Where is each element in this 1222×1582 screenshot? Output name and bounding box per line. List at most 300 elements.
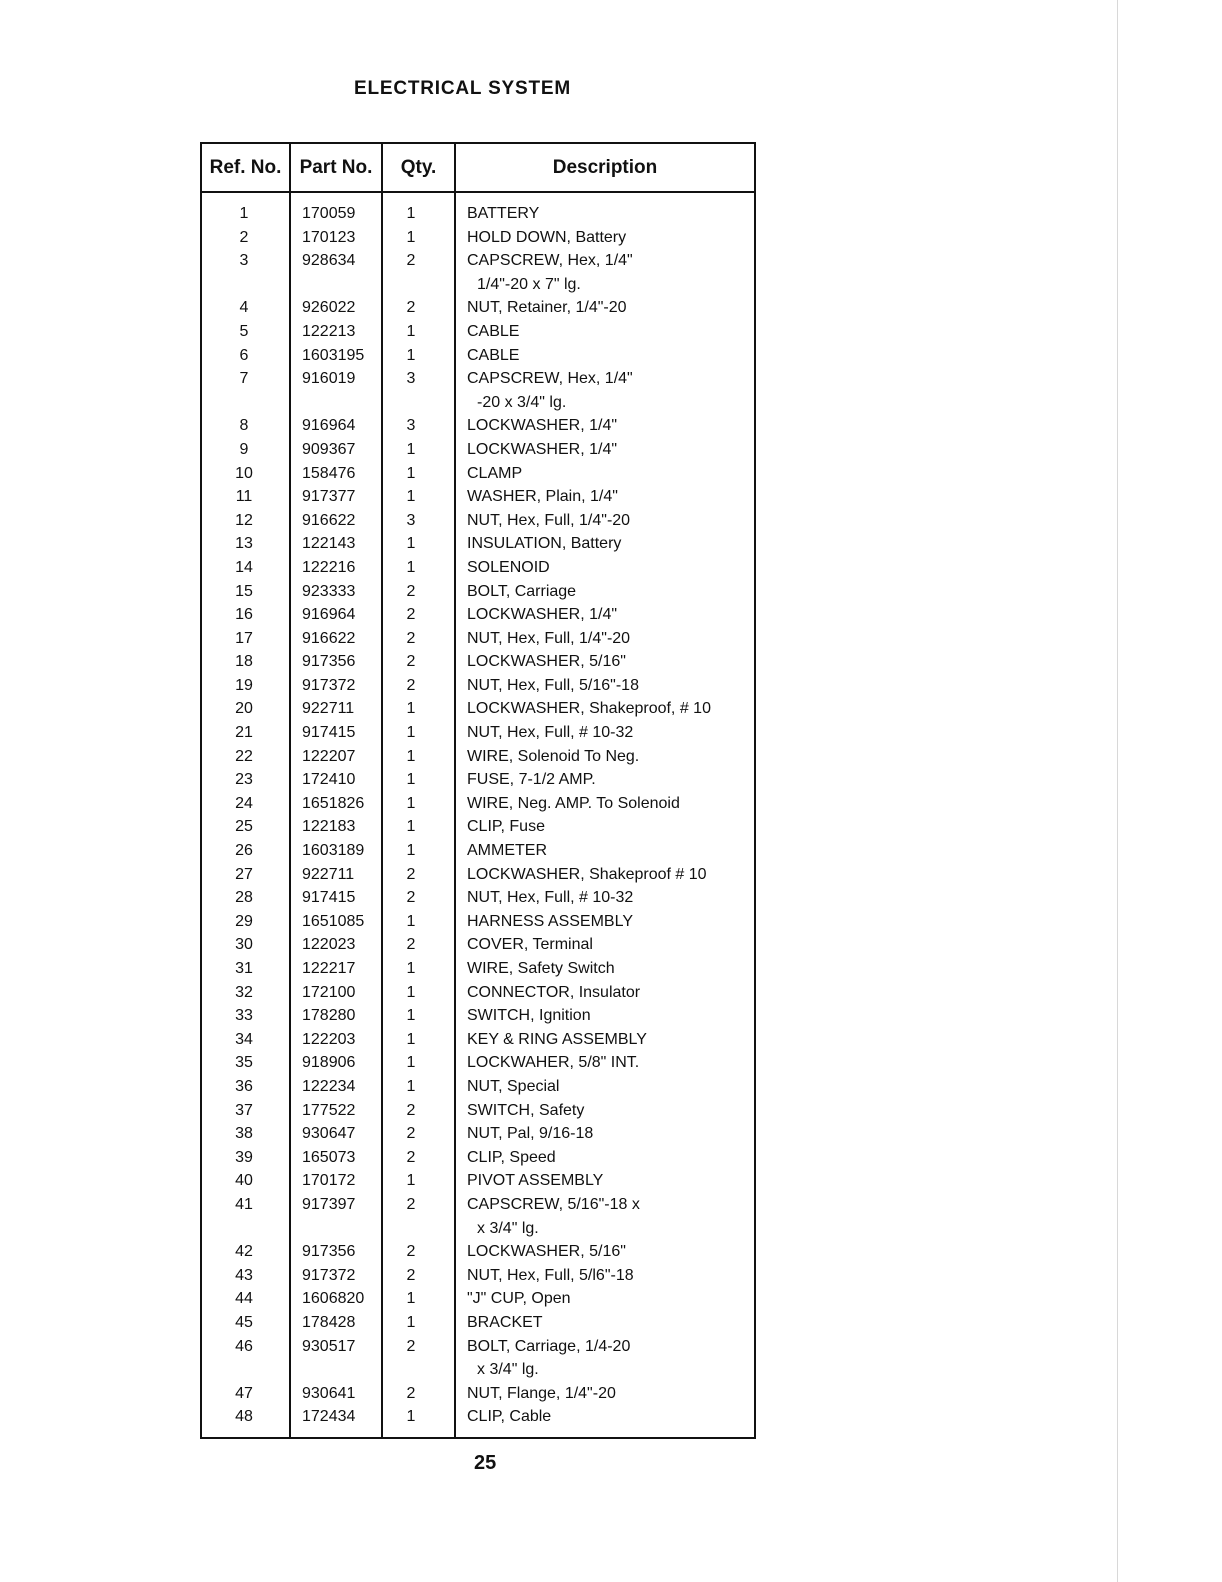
part-no: 917372 [302, 676, 356, 694]
header-description: Description [552, 157, 658, 178]
table-row [202, 202, 754, 226]
description [467, 933, 593, 957]
description [467, 745, 639, 769]
ref-no: 28 [235, 889, 253, 907]
description-line: BOLT, Carriage, 1/4-20 [467, 1337, 631, 1355]
description [467, 627, 630, 651]
qty: 1 [406, 983, 416, 1001]
ref-no: 32 [235, 983, 253, 1001]
qty: 1 [406, 1054, 416, 1072]
qty: 2 [406, 629, 416, 647]
part-no: 917415 [302, 724, 356, 742]
description-line: NUT, Hex, Full, # 10-32 [467, 889, 634, 907]
description-line-2: -20 x 3/4" lg. [477, 393, 567, 411]
part-no: 916622 [302, 629, 356, 647]
table-row [202, 1240, 754, 1264]
qty: 1 [406, 794, 416, 812]
description [467, 438, 617, 462]
description [467, 792, 680, 816]
qty: 1 [406, 1030, 416, 1048]
table-row [202, 792, 754, 816]
description [467, 462, 522, 486]
description [467, 226, 626, 250]
description [467, 414, 617, 438]
description [467, 296, 627, 320]
qty: 2 [406, 865, 416, 883]
table-row [202, 886, 754, 910]
description [467, 1405, 551, 1429]
header-qty: Qty. [400, 157, 437, 178]
part-no: 172410 [302, 771, 356, 789]
ref-no: 22 [235, 747, 253, 765]
description [467, 1382, 616, 1406]
description [467, 721, 633, 745]
description-line: SWITCH, Ignition [467, 1007, 591, 1025]
ref-no: 6 [239, 346, 249, 364]
qty: 2 [406, 606, 416, 624]
ref-no: 4 [239, 299, 249, 317]
table-row [202, 863, 754, 887]
table-row [202, 462, 754, 486]
description-line-2: 1/4"-20 x 7" lg. [477, 275, 581, 293]
ref-no: 44 [235, 1290, 253, 1308]
ref-no: 38 [235, 1125, 253, 1143]
description [467, 1004, 591, 1028]
table-row [202, 226, 754, 250]
table-row [202, 910, 754, 934]
part-no: 1651085 [302, 912, 365, 930]
table-row [202, 650, 754, 674]
table-row [202, 1004, 754, 1028]
part-no: 909367 [302, 440, 356, 458]
table-row [202, 627, 754, 651]
description-line: NUT, Special [467, 1077, 560, 1095]
part-no: 122207 [302, 747, 356, 765]
ref-no: 29 [235, 912, 253, 930]
description-line: CAPSCREW, Hex, 1/4" [467, 252, 633, 270]
table-row [202, 1051, 754, 1075]
ref-no: 16 [235, 606, 253, 624]
description-line: WIRE, Safety Switch [467, 960, 615, 977]
description-line: SWITCH, Safety [467, 1101, 585, 1119]
description-line: CLIP, Fuse [467, 818, 545, 836]
description-line: HOLD DOWN, Battery [467, 228, 627, 246]
ref-no: 34 [235, 1030, 253, 1048]
table-row [202, 1335, 754, 1382]
ref-no: 36 [235, 1077, 253, 1095]
description-line: CAPSCREW, 5/16"-18 x [467, 1195, 640, 1213]
part-no: 178280 [302, 1007, 356, 1025]
description-line: CLIP, Speed [467, 1148, 556, 1166]
table-row [202, 1028, 754, 1052]
ref-no: 40 [235, 1172, 253, 1190]
part-no: 916019 [302, 370, 356, 388]
ref-no: 46 [235, 1337, 253, 1355]
ref-no: 48 [235, 1408, 253, 1426]
part-no: 122217 [302, 960, 356, 977]
ref-no: 1 [239, 205, 249, 222]
qty: 1 [406, 1408, 416, 1426]
table-row [202, 957, 754, 981]
qty: 2 [406, 1337, 416, 1355]
table-row [202, 1122, 754, 1146]
qty: 1 [406, 205, 416, 222]
table-row [202, 509, 754, 533]
description-line: LOCKWASHER, 5/16" [467, 1243, 626, 1261]
part-no: 122183 [302, 818, 356, 836]
table-row [202, 1287, 754, 1311]
description [467, 1287, 571, 1311]
description [467, 1169, 603, 1193]
table-row [202, 1382, 754, 1406]
description [467, 367, 633, 414]
table-row [202, 815, 754, 839]
part-no: 122203 [302, 1030, 356, 1048]
ref-no: 35 [235, 1054, 253, 1072]
description-line-2: x 3/4" lg. [477, 1361, 539, 1379]
description [467, 603, 617, 627]
qty: 2 [406, 1266, 416, 1284]
table-row [202, 981, 754, 1005]
description-line: LOCKWASHER, Shakeproof, # 10 [467, 700, 711, 718]
description [467, 674, 639, 698]
description-line: CABLE [467, 346, 520, 364]
table-row [202, 745, 754, 769]
table-row [202, 674, 754, 698]
part-no: 928634 [302, 252, 356, 270]
ref-no: 26 [235, 842, 253, 860]
ref-no: 19 [235, 676, 253, 694]
part-no: 122023 [302, 936, 356, 954]
description-line: BATTERY [467, 205, 540, 222]
table-row [202, 1264, 754, 1288]
description-line: LOCKWASHER, 1/4" [467, 606, 618, 624]
ref-no: 12 [235, 511, 253, 529]
description [467, 910, 633, 934]
description [467, 580, 576, 604]
qty: 1 [406, 747, 416, 765]
description-line: NUT, Pal, 9/16-18 [467, 1125, 594, 1143]
qty: 1 [406, 322, 416, 340]
ref-no: 24 [235, 794, 253, 812]
part-no: 930641 [302, 1384, 356, 1402]
description-line: CAPSCREW, Hex, 1/4" [467, 370, 633, 388]
description [467, 839, 547, 863]
table-row [202, 1193, 754, 1240]
table-row [202, 320, 754, 344]
description-line: BOLT, Carriage [467, 582, 577, 600]
ref-no: 11 [235, 488, 253, 506]
qty: 1 [406, 1077, 416, 1095]
table-row [202, 438, 754, 462]
description [467, 815, 545, 839]
qty: 1 [406, 1172, 416, 1190]
ref-no: 2 [239, 228, 249, 246]
ref-no: 47 [235, 1384, 253, 1402]
qty: 1 [406, 818, 416, 836]
table-row [202, 697, 754, 721]
description-line: WIRE, Neg. AMP. To Solenoid [467, 794, 680, 812]
qty: 1 [406, 1290, 416, 1308]
description [467, 957, 615, 981]
ref-no: 37 [235, 1101, 253, 1119]
part-no: 917356 [302, 1243, 356, 1261]
qty: 1 [406, 228, 416, 246]
qty: 2 [406, 676, 416, 694]
ref-no: 14 [235, 558, 253, 576]
part-no: 165073 [302, 1148, 356, 1166]
description-line: NUT, Hex, Full, 5/l6"-18 [467, 1266, 634, 1284]
description-line: SOLENOID [467, 558, 550, 576]
part-no: 170172 [302, 1172, 356, 1190]
description [467, 532, 621, 556]
part-no: 122213 [302, 322, 356, 340]
table-row [202, 485, 754, 509]
table-row [202, 1146, 754, 1170]
description-line: NUT, Hex, Full, 5/16"-18 [467, 676, 639, 694]
ref-no: 20 [235, 700, 253, 718]
description [467, 1028, 647, 1052]
qty: 1 [406, 488, 416, 506]
qty: 3 [406, 511, 416, 529]
description [467, 485, 618, 509]
part-no: 916622 [302, 511, 356, 529]
table-row [202, 1099, 754, 1123]
table-row [202, 768, 754, 792]
table-row [202, 1311, 754, 1335]
qty: 1 [406, 346, 416, 364]
part-no: 158476 [302, 464, 356, 482]
ref-no: 31 [235, 960, 253, 977]
qty: 1 [406, 464, 416, 482]
description-line: NUT, Flange, 1/4"-20 [467, 1384, 616, 1402]
description [467, 1240, 626, 1264]
part-no: 916964 [302, 417, 356, 435]
part-no: 1606820 [302, 1290, 365, 1308]
ref-no: 7 [239, 370, 249, 388]
parts-table [200, 142, 756, 1439]
table-row [202, 1405, 754, 1429]
description-line: BRACKET [467, 1313, 543, 1331]
part-no: 122143 [302, 535, 356, 553]
header-ref-no: Ref. No. [209, 157, 282, 178]
description [467, 1122, 593, 1146]
description-line: WASHER, Plain, 1/4" [467, 488, 618, 506]
description [467, 1264, 634, 1288]
qty: 2 [406, 1384, 416, 1402]
description-line: AMMETER [467, 842, 547, 860]
qty: 2 [406, 252, 416, 270]
qty: 3 [406, 370, 416, 388]
header-divider [202, 191, 754, 193]
part-no: 923333 [302, 582, 356, 600]
part-no: 930517 [302, 1337, 356, 1355]
qty: 1 [406, 440, 416, 458]
page-title: ELECTRICAL SYSTEM [354, 78, 571, 99]
qty: 1 [406, 1313, 416, 1331]
description-line-2: x 3/4" lg. [477, 1219, 539, 1237]
page-edge-line [1117, 0, 1118, 1582]
qty: 1 [406, 771, 416, 789]
part-no: 122216 [302, 558, 356, 576]
description [467, 768, 596, 792]
description-line: INSULATION, Battery [467, 535, 622, 553]
part-no: 917356 [302, 653, 356, 671]
part-no: 172100 [302, 983, 356, 1001]
description [467, 1146, 556, 1170]
part-no: 1651826 [302, 794, 365, 812]
part-no: 918906 [302, 1054, 356, 1072]
qty: 1 [406, 558, 416, 576]
description-line: WIRE, Solenoid To Neg. [467, 747, 640, 765]
description [467, 1075, 559, 1099]
description-line: "J" CUP, Open [467, 1290, 571, 1308]
table-row [202, 344, 754, 368]
qty: 2 [406, 299, 416, 317]
table-row [202, 367, 754, 414]
qty: 3 [406, 417, 416, 435]
description [467, 981, 640, 1005]
table-row [202, 1169, 754, 1193]
part-no: 172434 [302, 1408, 356, 1426]
table-row [202, 249, 754, 296]
ref-no: 18 [235, 653, 253, 671]
ref-no: 45 [235, 1313, 253, 1331]
qty: 1 [406, 535, 416, 553]
part-no: 170059 [302, 205, 356, 222]
table-row [202, 839, 754, 863]
qty: 1 [406, 700, 416, 718]
ref-no: 21 [235, 724, 253, 742]
description [467, 650, 626, 674]
ref-no: 13 [235, 535, 253, 553]
qty: 2 [406, 1195, 416, 1213]
description-line: LOCKWAHER, 5/8" INT. [467, 1054, 640, 1072]
ref-no: 9 [239, 440, 249, 458]
ref-no: 27 [235, 865, 253, 883]
ref-no: 30 [235, 936, 253, 954]
description [467, 1335, 630, 1382]
qty: 2 [406, 1101, 416, 1119]
part-no: 922711 [302, 700, 355, 718]
ref-no: 43 [235, 1266, 253, 1284]
description [467, 249, 633, 296]
ref-no: 3 [239, 252, 249, 270]
description-line: NUT, Hex, Full, 1/4"-20 [467, 629, 631, 647]
description-line: CLAMP [467, 464, 523, 482]
description [467, 344, 519, 368]
description [467, 1051, 639, 1075]
part-no: 917397 [302, 1195, 356, 1213]
qty: 2 [406, 1125, 416, 1143]
description-line: NUT, Hex, Full, # 10-32 [467, 724, 634, 742]
qty: 1 [406, 724, 416, 742]
ref-no: 41 [235, 1195, 253, 1213]
table-row [202, 580, 754, 604]
ref-no: 17 [235, 629, 253, 647]
page-number: 25 [474, 1452, 497, 1474]
description-line: KEY & RING ASSEMBLY [467, 1030, 647, 1048]
table-row [202, 414, 754, 438]
part-no: 930647 [302, 1125, 356, 1143]
header-part-no: Part No. [299, 157, 373, 178]
description-line: HARNESS ASSEMBLY [467, 912, 633, 930]
description [467, 863, 707, 887]
description-line: LOCKWASHER, 5/16" [467, 653, 626, 671]
part-no: 178428 [302, 1313, 356, 1331]
ref-no: 42 [235, 1243, 253, 1261]
ref-no: 8 [239, 417, 249, 435]
description [467, 509, 630, 533]
ref-no: 23 [235, 771, 253, 789]
table-body [202, 202, 754, 1429]
description-line: CLIP, Cable [467, 1408, 552, 1426]
qty: 1 [406, 1007, 416, 1025]
part-no: 170123 [302, 228, 356, 246]
qty: 1 [406, 912, 416, 930]
description-line: COVER, Terminal [467, 936, 593, 954]
ref-no: 10 [235, 464, 253, 482]
description-line: LOCKWASHER, Shakeproof # 10 [467, 865, 707, 883]
part-no: 917415 [302, 889, 356, 907]
part-no: 917372 [302, 1266, 356, 1284]
description [467, 886, 633, 910]
qty: 2 [406, 1148, 416, 1166]
part-no: 917377 [302, 488, 356, 506]
part-no: 1603195 [302, 346, 365, 364]
description-line: NUT, Retainer, 1/4"-20 [467, 299, 627, 317]
part-no: 922711 [302, 865, 355, 883]
description [467, 1193, 640, 1240]
ref-no: 33 [235, 1007, 253, 1025]
qty: 2 [406, 653, 416, 671]
ref-no: 15 [235, 582, 253, 600]
table-row [202, 933, 754, 957]
description-line: NUT, Hex, Full, 1/4"-20 [467, 511, 631, 529]
qty: 2 [406, 889, 416, 907]
description-line: LOCKWASHER, 1/4" [467, 440, 618, 458]
table-row [202, 721, 754, 745]
description [467, 202, 539, 226]
ref-no: 5 [239, 322, 249, 340]
part-no: 122234 [302, 1077, 356, 1095]
description-line: LOCKWASHER, 1/4" [467, 417, 618, 435]
qty: 2 [406, 582, 416, 600]
table-row [202, 296, 754, 320]
description [467, 1099, 584, 1123]
description-line: CABLE [467, 322, 520, 340]
qty: 2 [406, 1243, 416, 1261]
description [467, 1311, 543, 1335]
qty: 2 [406, 936, 416, 954]
qty: 1 [406, 842, 416, 860]
description-line: FUSE, 7-1/2 AMP. [467, 771, 596, 789]
table-row [202, 556, 754, 580]
part-no: 926022 [302, 299, 356, 317]
description-line: CONNECTOR, Insulator [467, 983, 641, 1001]
description-line: PIVOT ASSEMBLY [467, 1172, 604, 1190]
description [467, 556, 550, 580]
part-no: 916964 [302, 606, 356, 624]
qty: 1 [406, 960, 416, 977]
part-no: 1603189 [302, 842, 365, 860]
description [467, 697, 711, 721]
ref-no: 39 [235, 1148, 253, 1166]
ref-no: 25 [235, 818, 253, 836]
table-row [202, 1075, 754, 1099]
description [467, 320, 519, 344]
table-row [202, 532, 754, 556]
